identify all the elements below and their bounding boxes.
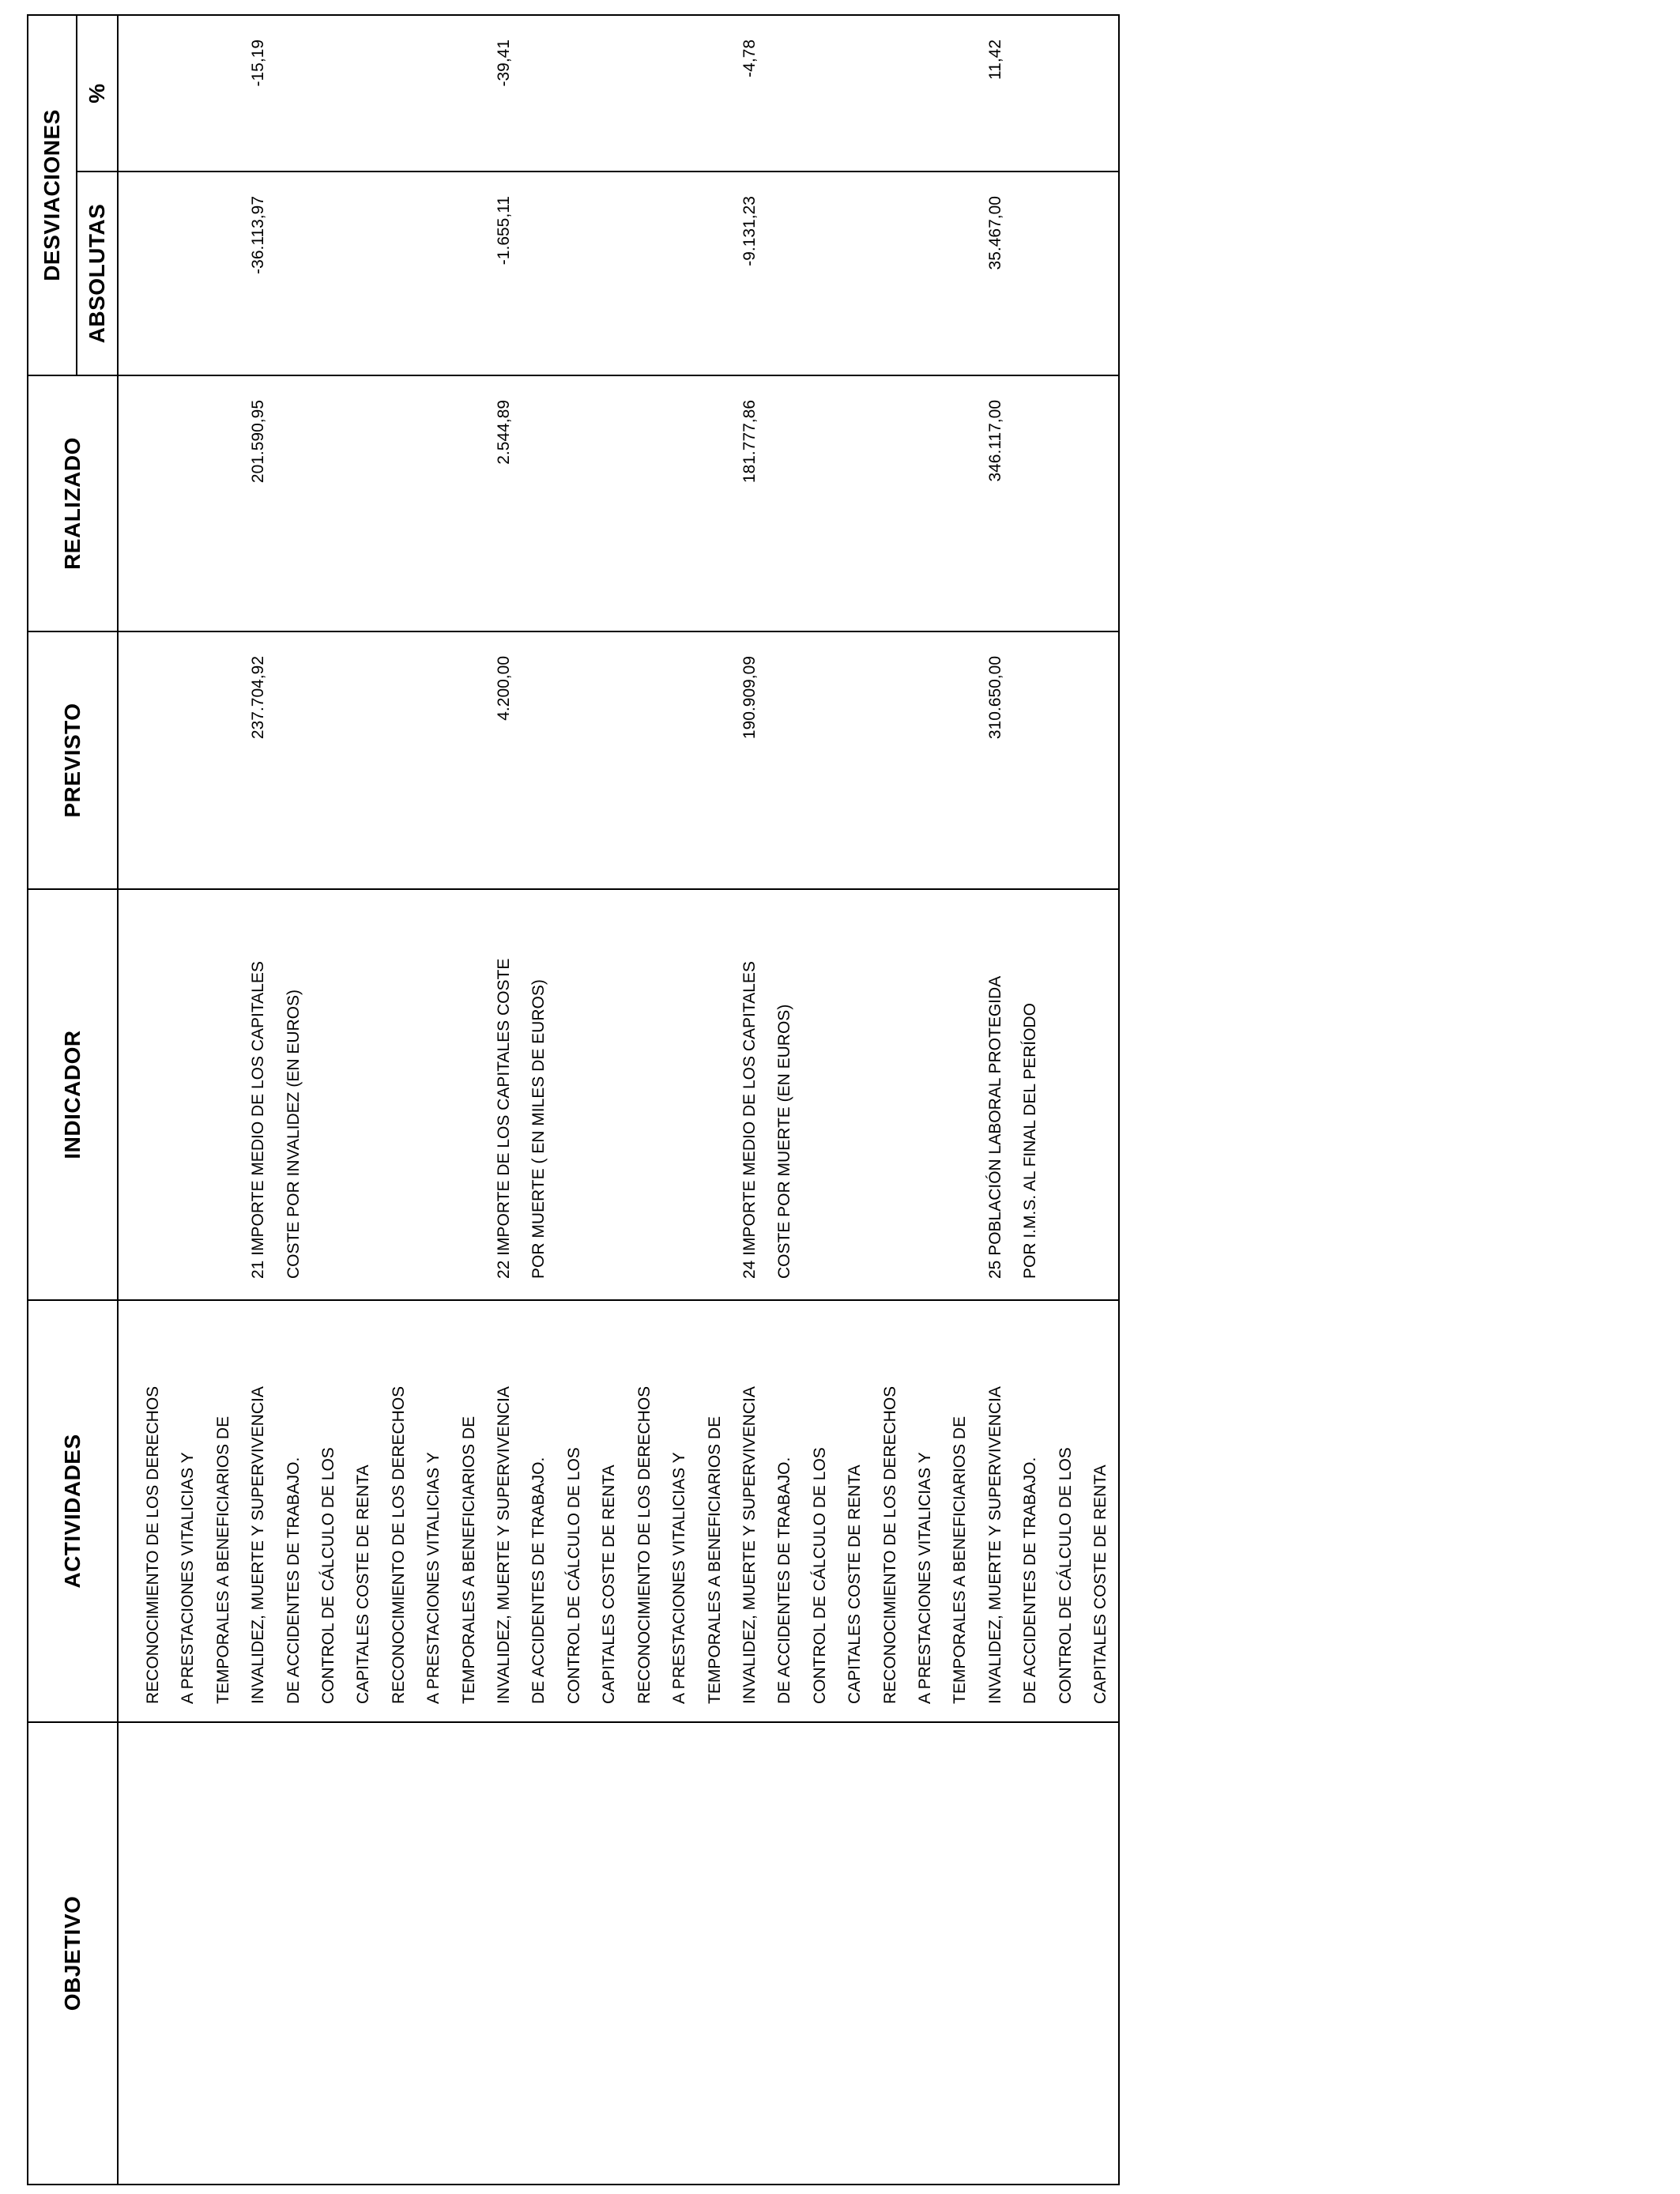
- indicador-line: POR MUERTE ( EN MILES DE EUROS): [529, 979, 548, 1279]
- actividad-line: DE ACCIDENTES DE TRABAJO.: [284, 1457, 303, 1704]
- indicador-line: 22 IMPORTE DE LOS CAPITALES COSTE: [495, 958, 513, 1279]
- previsto-value: 4.200,00: [495, 656, 513, 721]
- previsto-value: 237.704,92: [249, 656, 268, 740]
- header-realizado: REALIZADO: [28, 375, 118, 631]
- actividad-line: RECONOCIMIENTO DE LOS DERECHOS: [880, 1385, 899, 1704]
- previsto-value: 310.650,00: [985, 656, 1004, 740]
- actividad-line: RECONOCIMIENTO DE LOS DERECHOS: [635, 1385, 654, 1704]
- absolutas-list: [119, 172, 1118, 375]
- header-previsto: PREVISTO: [28, 631, 118, 889]
- header-absolutas: ABSOLUTAS: [77, 172, 118, 375]
- indicador-line: 24 IMPORTE MEDIO DE LOS CAPITALES: [740, 961, 759, 1279]
- actividad-line: CAPITALES COSTE DE RENTA: [600, 1465, 619, 1704]
- actividad-line: RECONOCIMIENTO DE LOS DERECHOS: [144, 1385, 162, 1704]
- header-desviaciones: DESVIACIONES: [28, 15, 77, 375]
- actividad-line: INVALIDEZ, MUERTE Y SUPERVIVENCIA: [985, 1386, 1004, 1704]
- rotated-page: [27, 16, 1117, 2185]
- header-indicador: INDICADOR: [28, 889, 118, 1300]
- actividad-line: TEMPORALES A BENEFICIARIOS DE: [951, 1416, 970, 1704]
- actividad-line: CAPITALES COSTE DE RENTA: [846, 1465, 864, 1704]
- actividades-list: [119, 1301, 1118, 1721]
- previsto-value: 190.909,09: [740, 656, 759, 740]
- indicador-list: [119, 890, 1118, 1299]
- indicador-line: 25 POBLACIÓN LABORAL PROTEGIDA: [985, 975, 1004, 1279]
- absolutas-value: -36.113,97: [249, 196, 268, 274]
- realizado-cell: [118, 375, 1119, 631]
- realizado-value: 181.777,86: [740, 400, 759, 484]
- actividad-line: A PRESTACIONES VITALICIAS Y: [670, 1452, 689, 1704]
- actividad-line: TEMPORALES A BENEFICIARIOS DE: [705, 1416, 724, 1704]
- realizado-value: 346.117,00: [985, 400, 1004, 482]
- objetivo-cell: [118, 1722, 1119, 2185]
- actividad-line: CONTROL DE CÁLCULO DE LOS: [810, 1447, 829, 1704]
- previsto-cell: [118, 631, 1119, 889]
- actividad-line: TEMPORALES A BENEFICIARIOS DE: [459, 1416, 478, 1704]
- indicador-line: 21 IMPORTE MEDIO DE LOS CAPITALES: [249, 961, 268, 1279]
- indicador-cell: [118, 889, 1119, 1300]
- absolutas-cell: [118, 172, 1119, 375]
- porcentaje-list: [119, 16, 1118, 171]
- actividad-line: DE ACCIDENTES DE TRABAJO.: [775, 1457, 794, 1704]
- indicador-line: POR I.M.S. AL FINAL DEL PERÍODO: [1021, 1003, 1039, 1279]
- absolutas-value: -9.131,23: [740, 196, 759, 266]
- actividad-line: DE ACCIDENTES DE TRABAJO.: [529, 1457, 548, 1704]
- indicador-line: COSTE POR INVALIDEZ (EN EUROS): [284, 990, 303, 1279]
- header-objetivo: OBJETIVO: [28, 1722, 118, 2185]
- indicators-table: [27, 14, 1120, 2185]
- actividad-line: DE ACCIDENTES DE TRABAJO.: [1021, 1457, 1040, 1704]
- indicador-line: COSTE POR MUERTE (EN EUROS): [775, 1004, 794, 1279]
- realizado-value: 201.590,95: [249, 400, 268, 484]
- actividad-line: A PRESTACIONES VITALICIAS Y: [179, 1452, 198, 1704]
- absolutas-value: -1.655,11: [495, 196, 513, 266]
- absolutas-value: 35.467,00: [985, 196, 1004, 270]
- porcentaje-cell: [118, 15, 1119, 172]
- actividad-line: CAPITALES COSTE DE RENTA: [354, 1465, 373, 1704]
- actividad-line: TEMPORALES A BENEFICIARIOS DE: [213, 1416, 232, 1704]
- porcentaje-value: -15,19: [249, 39, 268, 87]
- actividad-line: CAPITALES COSTE DE RENTA: [1090, 1465, 1109, 1704]
- realizado-list: [119, 376, 1118, 631]
- previsto-list: [119, 632, 1118, 888]
- actividad-line: CONTROL DE CÁLCULO DE LOS: [1056, 1447, 1075, 1704]
- porcentaje-value: 11,42: [985, 39, 1004, 80]
- actividades-cell: [118, 1300, 1119, 1722]
- porcentaje-value: -39,41: [495, 39, 513, 87]
- header-actividades: ACTIVIDADES: [28, 1300, 118, 1722]
- porcentaje-value: -4,78: [740, 39, 759, 77]
- actividad-line: INVALIDEZ, MUERTE Y SUPERVIVENCIA: [740, 1386, 759, 1704]
- actividad-line: CONTROL DE CÁLCULO DE LOS: [319, 1447, 338, 1704]
- header-row-top: [28, 15, 77, 2185]
- actividad-line: INVALIDEZ, MUERTE Y SUPERVIVENCIA: [495, 1386, 514, 1704]
- actividad-line: INVALIDEZ, MUERTE Y SUPERVIVENCIA: [249, 1386, 268, 1704]
- actividad-line: A PRESTACIONES VITALICIAS Y: [424, 1452, 443, 1704]
- header-porcentaje: %: [77, 15, 118, 172]
- actividad-line: A PRESTACIONES VITALICIAS Y: [915, 1452, 934, 1704]
- actividad-line: CONTROL DE CÁLCULO DE LOS: [564, 1447, 583, 1704]
- actividad-line: RECONOCIMIENTO DE LOS DERECHOS: [389, 1385, 408, 1704]
- body-row: [118, 15, 1119, 2185]
- realizado-value: 2.544,89: [495, 400, 513, 465]
